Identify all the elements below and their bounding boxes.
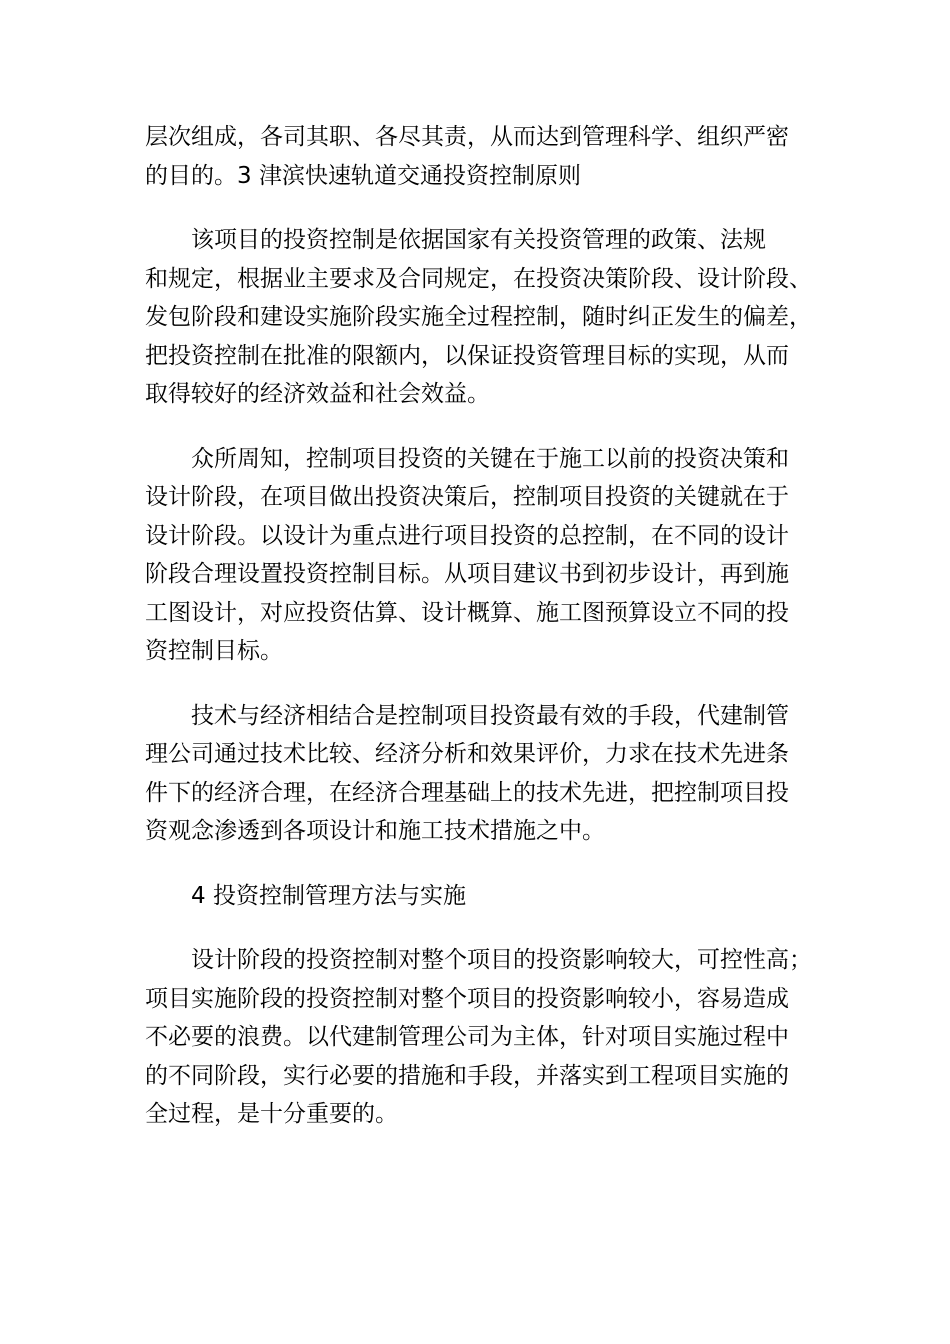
paragraph-line: 和规定，根据业主要求及合同规定，在投资决策阶段、设计阶段、 [145, 265, 812, 292]
paragraph-line: 理公司通过技术比较、经济分析和效果评价，力求在技术先进条 [145, 741, 789, 767]
paragraph-line: 全过程，是十分重要的。 [145, 1101, 398, 1127]
paragraph-line: 资控制目标。 [145, 638, 283, 664]
paragraph-line: 阶段合理设置投资控制目标。从项目建议书到初步设计，再到施 [145, 561, 789, 587]
section-heading-text: 4 投资控制管理方法与实施 [191, 882, 466, 909]
paragraph-line: 取得较好的经济效益和社会效益。 [145, 381, 490, 407]
paragraph-technology-economy [145, 697, 817, 851]
paragraph-line: 该项目的投资控制是依据国家有关投资管理的政策、法规 [191, 227, 766, 253]
paragraph-line: 项目实施阶段的投资控制对整个项目的投资影响较小，容易造成 [145, 985, 789, 1012]
paragraph-design-stage [145, 440, 817, 671]
paragraph-line: 件下的经济合理，在经济合理基础上的技术先进，把控制项目投 [145, 779, 789, 806]
paragraph-line: 发包阶段和建设实施阶段实施全过程控制，随时纠正发生的偏差， [145, 304, 812, 330]
paragraph-line: 把投资控制在批准的限额内，以保证投资管理目标的实现，从而 [145, 342, 789, 369]
document-body [145, 118, 817, 1134]
paragraph-investment-principles [145, 221, 817, 414]
paragraph-line: 资观念渗透到各项设计和施工技术措施之中。 [145, 818, 605, 844]
section-heading [145, 877, 817, 916]
paragraph-line: 不必要的浪费。以代建制管理公司为主体，针对项目实施过程中 [145, 1024, 789, 1050]
paragraph-implementation [145, 941, 817, 1134]
paragraph-line: 层次组成，各司其职、各尽其责，从而达到管理科学、组织严密 [145, 124, 789, 150]
paragraph-continuation [145, 118, 817, 195]
paragraph-line: 设计阶段。以设计为重点进行项目投资的总控制，在不同的设计 [145, 522, 789, 549]
paragraph-line: 工图设计，对应投资估算、设计概算、施工图预算设立不同的投 [145, 599, 789, 626]
paragraph-line: 的目的。3 津滨快速轨道交通投资控制原则 [145, 162, 581, 189]
paragraph-line: 众所周知，控制项目投资的关键在于施工以前的投资决策和 [191, 445, 789, 472]
paragraph-line: 的不同阶段，实行必要的措施和手段，并落实到工程项目实施的 [145, 1062, 789, 1089]
paragraph-line: 技术与经济相结合是控制项目投资最有效的手段，代建制管 [191, 702, 789, 729]
paragraph-line: 设计阶段，在项目做出投资决策后，控制项目投资的关键就在于 [145, 484, 789, 510]
paragraph-line: 设计阶段的投资控制对整个项目的投资影响较大，可控性高； [191, 947, 812, 973]
